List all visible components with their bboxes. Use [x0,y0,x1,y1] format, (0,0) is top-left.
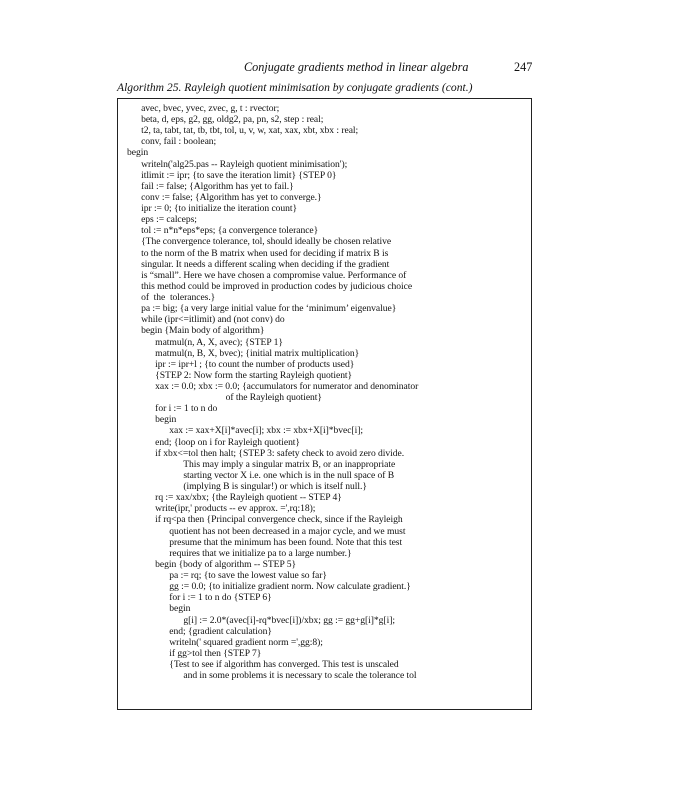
code-line: requires that we initialize pa to a large number.} [127,547,352,559]
code-line: gg := 0.0; {to initialize gradient norm. Now calculate gradient.} [127,581,411,593]
code-line: itlimit := ipr; {to save the iteration limit} {STEP 0} [127,169,337,181]
code-line: and in some problems it is necessary to scale the tolerance tol [127,670,417,682]
code-line: this method could be improved in production codes by judicious choice [127,280,413,292]
code-line: if gg>tol then {STEP 7} [127,647,262,659]
code-line: matmul(n, B, X, bvec); {initial matrix multiplication} [127,347,360,359]
code-line: conv, fail : boolean; [127,136,217,148]
code-line: singular. It needs a different scaling when deciding if the gradient [127,258,390,270]
code-line: matmul(n, A, X, avec); {STEP 1} [127,336,283,348]
code-line: ipr := ipr+l ; {to count the number of products used} [127,358,355,370]
code-line: avec, bvec, yvec, zvec, g, t : rvector; [127,103,280,114]
code-line: conv := false; {Algorithm has yet to converge.} [127,191,322,203]
code-line: xax := 0.0; xbx := 0.0; {accumulators for numerator and denominator [127,381,419,392]
code-line: if xbx<=tol then halt; {STEP 3: safety check to avoid zero divide. [127,447,405,459]
code-line: beta, d, eps, g2, gg, oldg2, pa, pn, s2, step : real; [127,114,324,126]
code-line: begin [127,414,177,426]
running-head: Conjugate gradients method in linear algebra [244,60,469,74]
code-line: tol := n*n*eps*eps; {a convergence tolerance} [127,225,319,237]
code-line: begin [127,603,191,615]
code-line: write(ipr,' products -- ev approx. =',rq:18); [127,503,316,515]
code-line: starting vector X i.e. one which is in the null space of B [127,469,395,481]
code-line: writeln(' squared gradient norm =',gg:8); [127,636,323,648]
code-line: ipr := 0; {to initialize the iteration count} [127,203,298,215]
code-line: begin {body of algorithm -- STEP 5} [127,558,297,570]
code-line: for i := 1 to n do {STEP 6} [127,592,272,604]
code-line: t2, ta, tabt, tat, tb, tbt, tol, u, v, w, xat, xax, xbt, xbx : real; [127,125,359,137]
code-line: eps := calceps; [127,214,197,226]
code-line: while (ipr<=itlimit) and (not conv) do [127,314,285,326]
code-line: for i := 1 to n do [127,403,218,415]
code-line: if rq<pa then {Principal convergence check, since if the Rayleigh [127,514,403,526]
code-line: begin [127,147,149,159]
page-number: 247 [514,60,533,74]
code-line: end; {loop on i for Rayleigh quotient} [127,436,300,448]
code-line: end; {gradient calculation} [127,625,272,637]
code-line: quotient has not been decreased in a major cycle, and we must [127,525,406,537]
code-line: rq := xax/xbx; {the Rayleigh quotient -- STEP 4} [127,492,342,504]
code-line: pa := rq; {to save the lowest value so far} [127,570,327,582]
code-line: presume that the minimum has been found. Note that this test [127,536,403,548]
code-line: g[i] := 2.0*(avec[i]-rq*bvec[i])/xbx; gg := gg+g[i]*g[i]; [127,614,395,626]
code-line: (implying B is singular!) or which is itself null.} [127,481,367,493]
code-line: This may imply a singular matrix B, or an inappropriate [127,458,396,470]
code-line: to the norm of the B matrix when used for deciding if matrix B is [127,247,389,259]
code-line: writeln('alg25.pas -- Rayleigh quotient minimisation'); [127,158,348,170]
code-line: of the Rayleigh quotient} [127,392,322,404]
code-line: pa := big; {a very large initial value for the ‘minimum’ eigenvalue} [127,303,397,315]
code-line: {Test to see if algorithm has converged. This test is unscaled [127,659,399,670]
code-line: {The convergence tolerance, tol, should ideally be chosen relative [127,236,392,248]
algorithm-caption: Algorithm 25. Rayleigh quotient minimisation by conjugate gradients (cont.) [117,81,473,94]
code-line: xax := xax+X[i]*avec[i]; xbx := xbx+X[i]*bvec[i]; [127,425,363,437]
code-line: {STEP 2: Now form the starting Rayleigh quotient} [127,369,353,381]
code-line: fail := false; {Algorithm has yet to fail.} [127,180,294,192]
code-line: of the tolerances.} [127,292,216,304]
code-line: begin {Main body of algorithm} [127,325,265,337]
code-line: is “small”. Here we have chosen a compromise value. Performance of [127,269,407,281]
